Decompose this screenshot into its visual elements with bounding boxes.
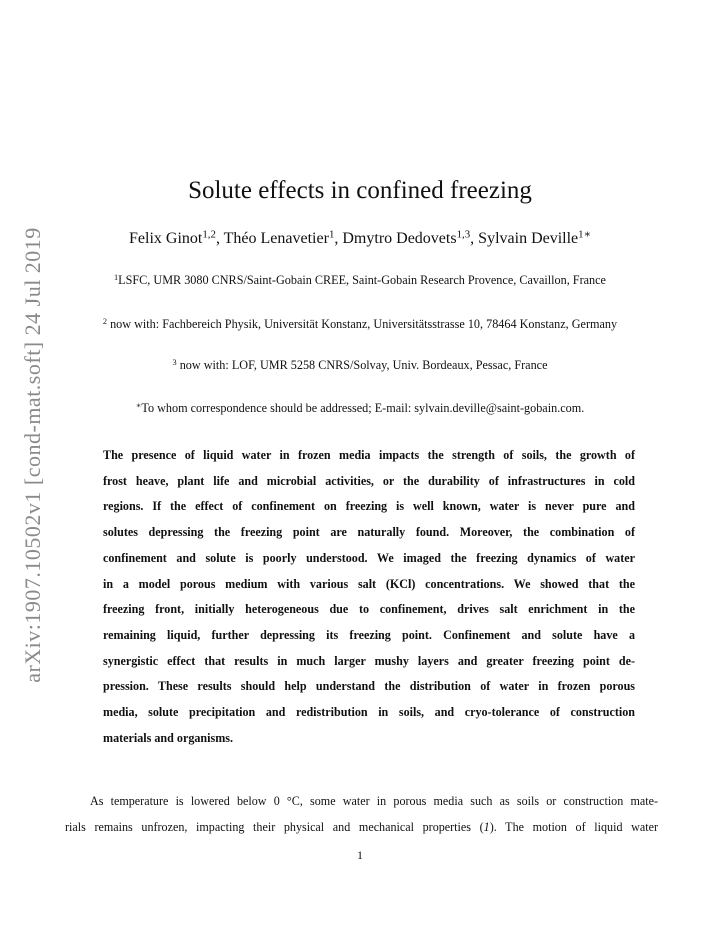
abstract-line: regions. If the effect of confinement on freezing is well known, water is never pure and — [103, 499, 635, 514]
affiliation-mark: 3 — [172, 357, 177, 367]
author-separator: , — [470, 230, 479, 247]
paper-title: Solute effects in confined freezing — [188, 177, 532, 204]
body-paragraph — [65, 789, 658, 840]
abstract-line: materials and organisms. — [103, 730, 234, 745]
abstract-line: frost heave, plant life and microbial activities, or the durability of infrastructures in cold — [103, 473, 635, 488]
affiliation-mark: 1 — [114, 272, 119, 282]
affiliation-text: LSFC, UMR 3080 CNRS/Saint-Gobain CREE, Saint-Gobain Research Provence, Cavaillon, France — [118, 273, 606, 287]
abstract-line: The presence of liquid water in frozen media impacts the strength of soils, the growth of — [103, 448, 635, 462]
author-affiliation-mark: 1,3 — [456, 228, 471, 241]
correspondence-note — [0, 400, 720, 416]
affiliation-1 — [0, 272, 720, 288]
author-separator: , — [215, 230, 224, 247]
page-number: 1 — [357, 848, 363, 862]
affiliation-text: now with: Fachbereich Physik, Universität Konstanz, Universitätsstrasse 10, 78464 Konstanz, Germany — [107, 317, 618, 331]
abstract-line: confinement and solute is poorly understood. We imaged the freezing dynamics of water — [103, 550, 635, 565]
body-text-segment: rials remains unfrozen, impacting their physical and mechanical properties ( — [65, 819, 484, 834]
abstract-line: in a model porous medium with various salt (KCl) concentrations. We showed that the — [103, 576, 635, 591]
affiliation-text: now with: LOF, UMR 5258 CNRS/Solvay, Univ. Bordeaux, Pessac, France — [176, 358, 548, 372]
abstract-line: freezing front, initially heterogeneous due to confinement, drives salt enrichment in the — [103, 602, 635, 617]
author-affiliation-mark: 1,2 — [202, 228, 216, 241]
author-affiliation-mark: 1∗ — [578, 228, 591, 241]
affiliation-mark: 2 — [102, 316, 108, 326]
abstract-line: remaining liquid, further depressing its freezing point. Confinement and solute have a — [103, 627, 635, 642]
body-line: As temperature is lowered below 0 °C, some water in porous media such as soils or construction mate- — [90, 794, 658, 808]
arxiv-id: arXiv:1907.10502v1 [cond-mat.soft] 24 Jul 2019 — [20, 227, 45, 683]
abstract-line: pression. These results should help understand the distribution of water in frozen porous — [103, 679, 635, 694]
author-affiliation-mark: 1 — [328, 228, 335, 241]
affiliation-3 — [0, 357, 720, 373]
correspondence-mark: ∗ — [135, 400, 142, 410]
author-name: Felix Ginot — [129, 230, 203, 247]
author-name: Sylvain Deville — [478, 230, 579, 247]
author-separator: , — [334, 230, 343, 247]
abstract-line: solutes depressing the freezing point are naturally found. Moreover, the combination of — [103, 525, 635, 540]
body-line — [65, 815, 658, 841]
affiliation-2 — [0, 316, 720, 332]
citation-ref: 1 — [483, 819, 490, 834]
correspondence-text: To whom correspondence should be addressed; E-mail: sylvain.deville@saint-gobain.com. — [141, 401, 585, 415]
author-list — [0, 229, 720, 249]
author-name: Théo Lenavetier — [223, 230, 329, 247]
body-text-segment: ). The motion of liquid water — [489, 819, 658, 834]
abstract-line: synergistic effect that results in much larger mushy layers and greater freezing point de- — [103, 653, 635, 668]
abstract — [103, 443, 635, 751]
abstract-line: media, solute precipitation and redistribution in soils, and cryo-tolerance of construction — [103, 705, 635, 720]
author-name: Dmytro Dedovets — [342, 230, 457, 247]
